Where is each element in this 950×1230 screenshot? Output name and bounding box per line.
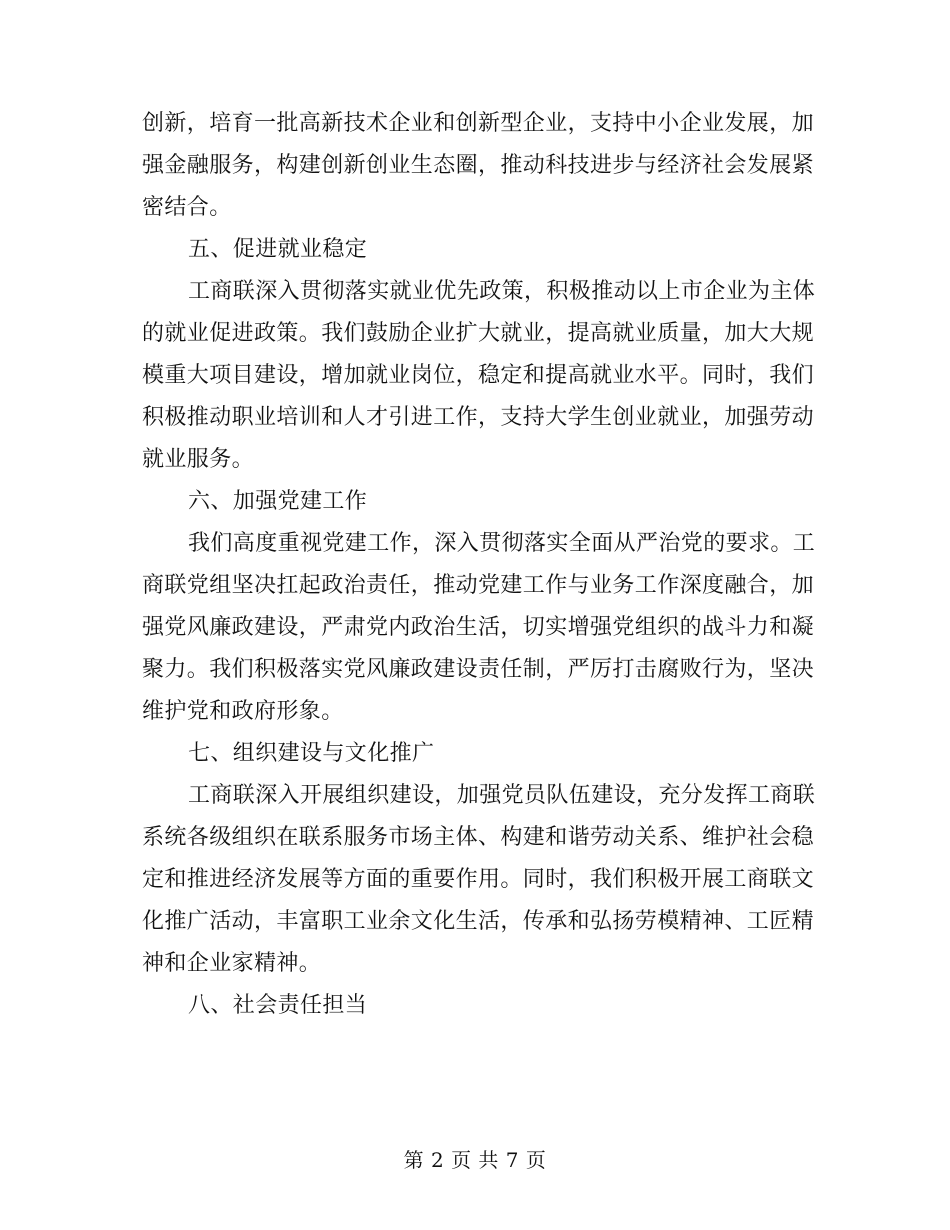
text-line: 商联党组坚决扛起政治责任，推动党建工作与业务工作深度融合，加 [142,573,815,598]
text-line: 的就业促进政策。我们鼓励企业扩大就业，提高就业质量，加大大规 [142,321,815,346]
text-line: 模重大项目建设，增加就业岗位，稳定和提高就业水平。同时，我们 [142,363,815,388]
text-line: 强党风廉政建设，严肃党内政治生活，切实增强党组织的战斗力和凝 [142,615,815,640]
page-number-footer: 第 2 页 共 7 页 [403,1148,547,1172]
text-line: 化推广活动，丰富职工业余文化生活，传承和弘扬劳模精神、工匠精 [142,909,815,934]
text-line: 系统各级组织在联系服务市场主体、构建和谐劳动关系、维护社会稳 [142,825,815,850]
paragraph-start-line: 工商联深入开展组织建设，加强党员队伍建设，充分发挥工商联 [188,783,816,808]
text-line: 强金融服务，构建创新创业生态圈，推动科技进步与经济社会发展紧 [142,153,815,178]
text-line: 密结合。 [142,195,232,220]
text-line: 维护党和政府形象。 [142,699,344,724]
section-heading: 八、社会责任担当 [188,993,368,1018]
text-line: 定和推进经济发展等方面的重要作用。同时，我们积极开展工商联文 [142,867,815,892]
text-line: 就业服务。 [142,447,255,472]
text-line: 积极推动职业培训和人才引进工作，支持大学生创业就业，加强劳动 [142,405,815,430]
text-line: 神和企业家精神。 [142,951,322,976]
section-heading: 五、促进就业稳定 [188,237,368,262]
text-line: 创新，培育一批高新技术企业和创新型企业，支持中小企业发展，加 [142,111,815,136]
document-body [142,103,816,1027]
text-line: 聚力。我们积极落实党风廉政建设责任制，严厉打击腐败行为，坚决 [142,657,815,682]
paragraph-start-line: 工商联深入贯彻落实就业优先政策，积极推动以上市企业为主体 [188,279,816,304]
section-heading: 六、加强党建工作 [188,489,368,514]
section-heading: 七、组织建设与文化推广 [188,741,435,766]
paragraph-start-line: 我们高度重视党建工作，深入贯彻落实全面从严治党的要求。工 [188,531,816,556]
